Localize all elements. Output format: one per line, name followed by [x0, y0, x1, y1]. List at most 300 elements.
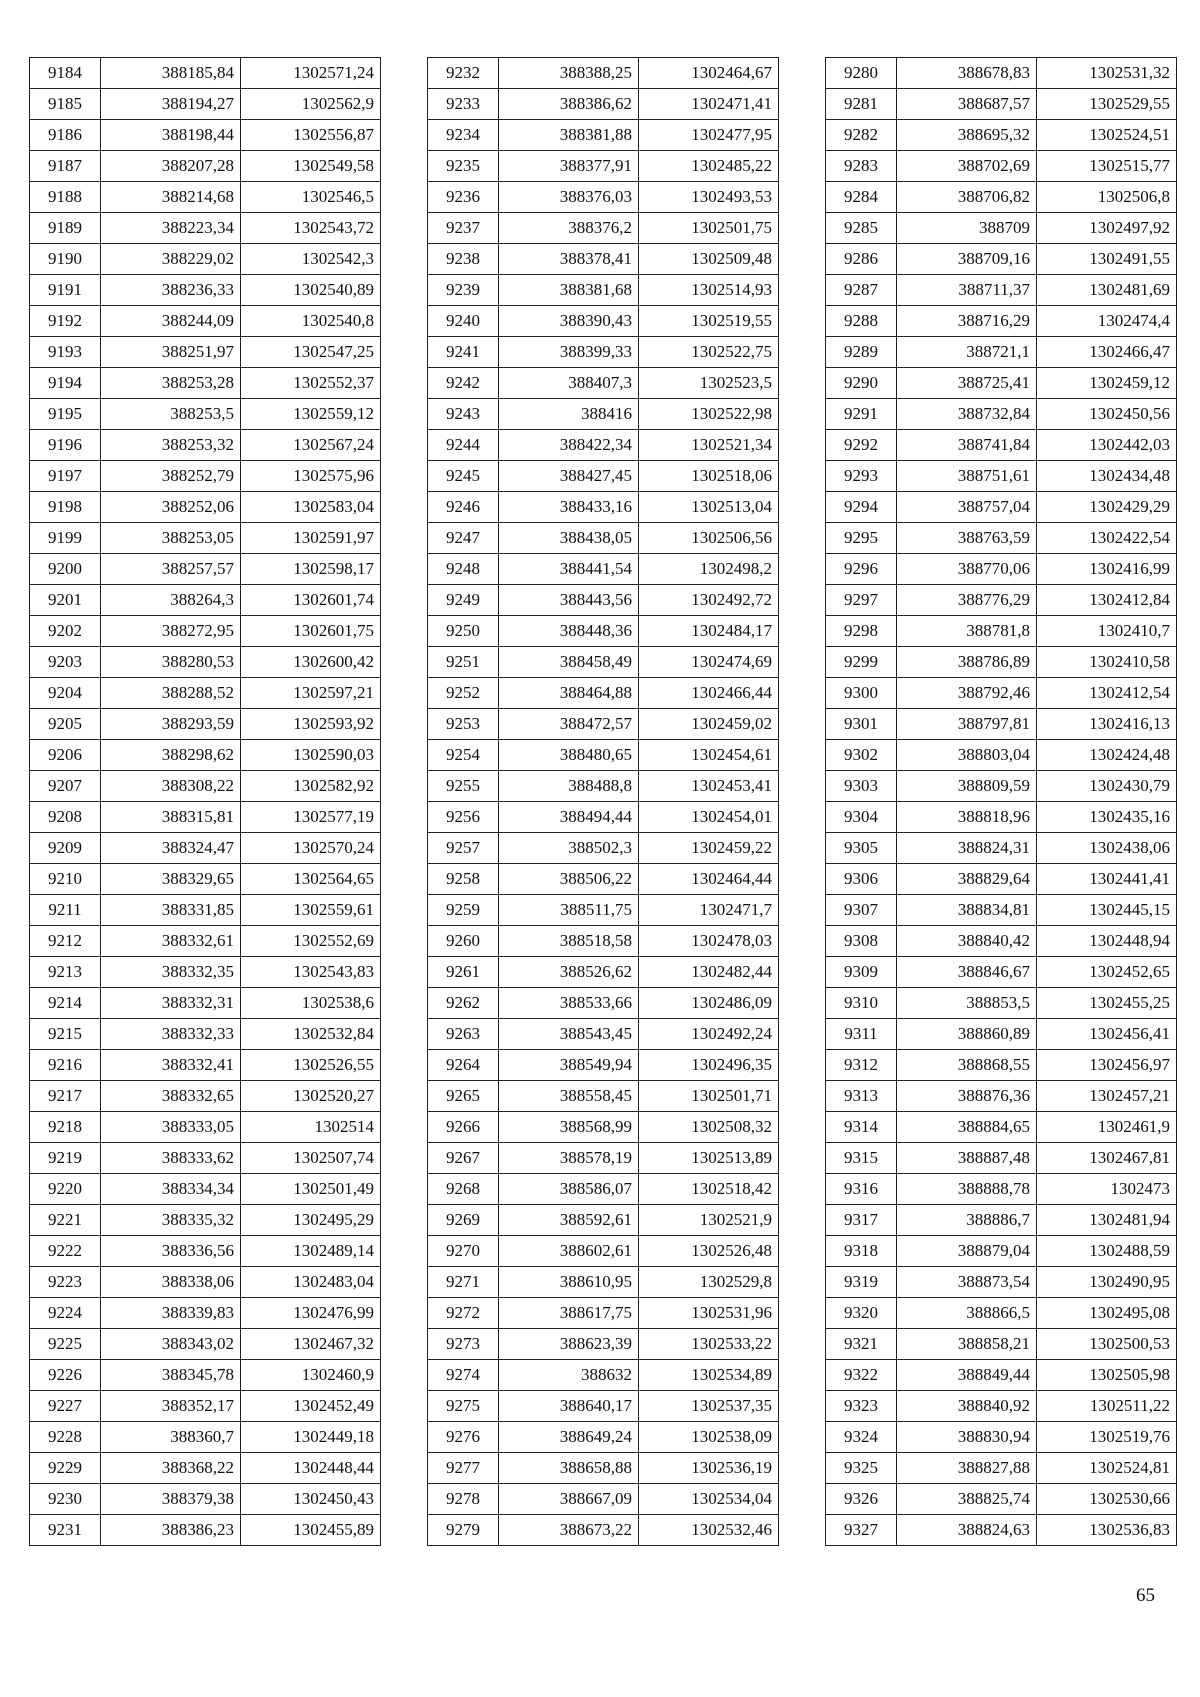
- y-coordinate-cell: 1302552,69: [241, 926, 381, 957]
- x-coordinate-cell: 388797,81: [897, 709, 1037, 740]
- x-coordinate-cell: 388253,5: [101, 399, 241, 430]
- y-coordinate-cell: 1302538,6: [241, 988, 381, 1019]
- x-coordinate-cell: 388840,42: [897, 926, 1037, 957]
- x-coordinate-cell: 388345,78: [101, 1360, 241, 1391]
- table-row: [30, 337, 381, 368]
- point-number-cell: 9195: [30, 399, 101, 430]
- x-coordinate-cell: 388602,61: [499, 1236, 639, 1267]
- point-number-cell: 9277: [428, 1453, 499, 1484]
- x-coordinate-cell: 388331,85: [101, 895, 241, 926]
- y-coordinate-cell: 1302460,9: [241, 1360, 381, 1391]
- table-row: [826, 647, 1177, 678]
- point-number-cell: 9316: [826, 1174, 897, 1205]
- table-row: [428, 89, 779, 120]
- table-row: [826, 864, 1177, 895]
- x-coordinate-cell: 388339,83: [101, 1298, 241, 1329]
- x-coordinate-cell: 388308,22: [101, 771, 241, 802]
- x-coordinate-cell: 388333,05: [101, 1112, 241, 1143]
- x-coordinate-cell: 388649,24: [499, 1422, 639, 1453]
- table-row: [428, 647, 779, 678]
- x-coordinate-cell: 388236,33: [101, 275, 241, 306]
- point-number-cell: 9264: [428, 1050, 499, 1081]
- y-coordinate-cell: 1302422,54: [1037, 523, 1177, 554]
- x-coordinate-cell: 388293,59: [101, 709, 241, 740]
- y-coordinate-cell: 1302476,99: [241, 1298, 381, 1329]
- table-row: [826, 1112, 1177, 1143]
- table-row: [428, 1422, 779, 1453]
- point-number-cell: 9231: [30, 1515, 101, 1546]
- x-coordinate-cell: 388623,39: [499, 1329, 639, 1360]
- point-number-cell: 9306: [826, 864, 897, 895]
- x-coordinate-cell: 388407,3: [499, 368, 639, 399]
- table-row: [428, 492, 779, 523]
- table-row: [428, 1484, 779, 1515]
- y-coordinate-cell: 1302416,99: [1037, 554, 1177, 585]
- point-number-cell: 9254: [428, 740, 499, 771]
- table-row: [30, 585, 381, 616]
- x-coordinate-cell: 388458,49: [499, 647, 639, 678]
- point-number-cell: 9326: [826, 1484, 897, 1515]
- point-number-cell: 9293: [826, 461, 897, 492]
- point-number-cell: 9246: [428, 492, 499, 523]
- y-coordinate-cell: 1302542,3: [241, 244, 381, 275]
- point-number-cell: 9324: [826, 1422, 897, 1453]
- y-coordinate-cell: 1302489,14: [241, 1236, 381, 1267]
- table-row: [826, 585, 1177, 616]
- x-coordinate-cell: 388706,82: [897, 182, 1037, 213]
- point-number-cell: 9224: [30, 1298, 101, 1329]
- point-number-cell: 9241: [428, 337, 499, 368]
- point-number-cell: 9201: [30, 585, 101, 616]
- y-coordinate-cell: 1302591,97: [241, 523, 381, 554]
- table-row: [826, 1050, 1177, 1081]
- table-row: [826, 1453, 1177, 1484]
- table-row: [30, 740, 381, 771]
- coordinate-table-2: [427, 57, 779, 1546]
- x-coordinate-cell: 388884,65: [897, 1112, 1037, 1143]
- table-row: [30, 1236, 381, 1267]
- y-coordinate-cell: 1302543,72: [241, 213, 381, 244]
- x-coordinate-cell: 388809,59: [897, 771, 1037, 802]
- point-number-cell: 9267: [428, 1143, 499, 1174]
- x-coordinate-cell: 388830,94: [897, 1422, 1037, 1453]
- point-number-cell: 9187: [30, 151, 101, 182]
- y-coordinate-cell: 1302531,96: [639, 1298, 779, 1329]
- point-number-cell: 9214: [30, 988, 101, 1019]
- table-row: [826, 740, 1177, 771]
- point-number-cell: 9223: [30, 1267, 101, 1298]
- x-coordinate-cell: 388427,45: [499, 461, 639, 492]
- y-coordinate-cell: 1302520,27: [241, 1081, 381, 1112]
- point-number-cell: 9233: [428, 89, 499, 120]
- y-coordinate-cell: 1302513,04: [639, 492, 779, 523]
- x-coordinate-cell: 388448,36: [499, 616, 639, 647]
- y-coordinate-cell: 1302511,22: [1037, 1391, 1177, 1422]
- table-row: [428, 678, 779, 709]
- y-coordinate-cell: 1302450,43: [241, 1484, 381, 1515]
- y-coordinate-cell: 1302456,97: [1037, 1050, 1177, 1081]
- x-coordinate-cell: 388543,45: [499, 1019, 639, 1050]
- x-coordinate-cell: 388879,04: [897, 1236, 1037, 1267]
- table-row: [428, 988, 779, 1019]
- x-coordinate-cell: 388658,88: [499, 1453, 639, 1484]
- y-coordinate-cell: 1302597,21: [241, 678, 381, 709]
- table-row: [30, 1112, 381, 1143]
- point-number-cell: 9291: [826, 399, 897, 430]
- x-coordinate-cell: 388827,88: [897, 1453, 1037, 1484]
- point-number-cell: 9268: [428, 1174, 499, 1205]
- table-row: [826, 771, 1177, 802]
- table-row: [428, 182, 779, 213]
- x-coordinate-cell: 388709: [897, 213, 1037, 244]
- x-coordinate-cell: 388887,48: [897, 1143, 1037, 1174]
- table-row: [826, 461, 1177, 492]
- y-coordinate-cell: 1302601,75: [241, 616, 381, 647]
- y-coordinate-cell: 1302530,66: [1037, 1484, 1177, 1515]
- x-coordinate-cell: 388253,28: [101, 368, 241, 399]
- table-row: [428, 120, 779, 151]
- table-row: [826, 1298, 1177, 1329]
- y-coordinate-cell: 1302410,58: [1037, 647, 1177, 678]
- y-coordinate-cell: 1302450,56: [1037, 399, 1177, 430]
- table-row: [826, 802, 1177, 833]
- y-coordinate-cell: 1302515,77: [1037, 151, 1177, 182]
- x-coordinate-cell: 388716,29: [897, 306, 1037, 337]
- x-coordinate-cell: 388386,62: [499, 89, 639, 120]
- y-coordinate-cell: 1302430,79: [1037, 771, 1177, 802]
- point-number-cell: 9286: [826, 244, 897, 275]
- table-row: [428, 58, 779, 89]
- y-coordinate-cell: 1302583,04: [241, 492, 381, 523]
- x-coordinate-cell: 388272,95: [101, 616, 241, 647]
- x-coordinate-cell: 388332,35: [101, 957, 241, 988]
- y-coordinate-cell: 1302453,41: [639, 771, 779, 802]
- point-number-cell: 9311: [826, 1019, 897, 1050]
- point-number-cell: 9322: [826, 1360, 897, 1391]
- x-coordinate-cell: 388376,2: [499, 213, 639, 244]
- x-coordinate-cell: 388494,44: [499, 802, 639, 833]
- point-number-cell: 9313: [826, 1081, 897, 1112]
- table-row: [428, 1143, 779, 1174]
- point-number-cell: 9236: [428, 182, 499, 213]
- table-row: [428, 864, 779, 895]
- y-coordinate-cell: 1302529,8: [639, 1267, 779, 1298]
- y-coordinate-cell: 1302537,35: [639, 1391, 779, 1422]
- x-coordinate-cell: 388315,81: [101, 802, 241, 833]
- y-coordinate-cell: 1302424,48: [1037, 740, 1177, 771]
- table-row: [826, 399, 1177, 430]
- table-row: [30, 647, 381, 678]
- point-number-cell: 9237: [428, 213, 499, 244]
- y-coordinate-cell: 1302441,41: [1037, 864, 1177, 895]
- point-number-cell: 9282: [826, 120, 897, 151]
- y-coordinate-cell: 1302532,84: [241, 1019, 381, 1050]
- point-number-cell: 9283: [826, 151, 897, 182]
- table-row: [428, 1019, 779, 1050]
- y-coordinate-cell: 1302522,98: [639, 399, 779, 430]
- x-coordinate-cell: 388368,22: [101, 1453, 241, 1484]
- x-coordinate-cell: 388253,32: [101, 430, 241, 461]
- point-number-cell: 9273: [428, 1329, 499, 1360]
- x-coordinate-cell: 388198,44: [101, 120, 241, 151]
- y-coordinate-cell: 1302484,17: [639, 616, 779, 647]
- table-row: [826, 151, 1177, 182]
- point-number-cell: 9304: [826, 802, 897, 833]
- point-number-cell: 9284: [826, 182, 897, 213]
- x-coordinate-cell: 388868,55: [897, 1050, 1037, 1081]
- y-coordinate-cell: 1302570,24: [241, 833, 381, 864]
- y-coordinate-cell: 1302524,51: [1037, 120, 1177, 151]
- point-number-cell: 9300: [826, 678, 897, 709]
- point-number-cell: 9281: [826, 89, 897, 120]
- x-coordinate-cell: 388334,34: [101, 1174, 241, 1205]
- x-coordinate-cell: 388549,94: [499, 1050, 639, 1081]
- x-coordinate-cell: 388578,19: [499, 1143, 639, 1174]
- y-coordinate-cell: 1302521,9: [639, 1205, 779, 1236]
- table-row: [428, 1081, 779, 1112]
- table-row: [30, 1205, 381, 1236]
- table-row: [826, 120, 1177, 151]
- x-coordinate-cell: 388888,78: [897, 1174, 1037, 1205]
- table-row: [30, 306, 381, 337]
- y-coordinate-cell: 1302416,13: [1037, 709, 1177, 740]
- y-coordinate-cell: 1302481,69: [1037, 275, 1177, 306]
- y-coordinate-cell: 1302464,67: [639, 58, 779, 89]
- x-coordinate-cell: 388416: [499, 399, 639, 430]
- table-row: [30, 554, 381, 585]
- table-row: [30, 1329, 381, 1360]
- y-coordinate-cell: 1302518,42: [639, 1174, 779, 1205]
- x-coordinate-cell: 388438,05: [499, 523, 639, 554]
- table-row: [826, 1267, 1177, 1298]
- table-row: [30, 492, 381, 523]
- x-coordinate-cell: 388422,34: [499, 430, 639, 461]
- y-coordinate-cell: 1302438,06: [1037, 833, 1177, 864]
- point-number-cell: 9294: [826, 492, 897, 523]
- y-coordinate-cell: 1302519,55: [639, 306, 779, 337]
- x-coordinate-cell: 388244,09: [101, 306, 241, 337]
- point-number-cell: 9298: [826, 616, 897, 647]
- x-coordinate-cell: 388840,92: [897, 1391, 1037, 1422]
- table-row: [30, 678, 381, 709]
- point-number-cell: 9289: [826, 337, 897, 368]
- y-coordinate-cell: 1302466,44: [639, 678, 779, 709]
- point-number-cell: 9226: [30, 1360, 101, 1391]
- y-coordinate-cell: 1302501,75: [639, 213, 779, 244]
- y-coordinate-cell: 1302455,25: [1037, 988, 1177, 1019]
- y-coordinate-cell: 1302552,37: [241, 368, 381, 399]
- point-number-cell: 9212: [30, 926, 101, 957]
- x-coordinate-cell: 388376,03: [499, 182, 639, 213]
- point-number-cell: 9280: [826, 58, 897, 89]
- y-coordinate-cell: 1302575,96: [241, 461, 381, 492]
- point-number-cell: 9261: [428, 957, 499, 988]
- point-number-cell: 9270: [428, 1236, 499, 1267]
- table-row: [826, 523, 1177, 554]
- table-row: [30, 895, 381, 926]
- x-coordinate-cell: 388332,33: [101, 1019, 241, 1050]
- x-coordinate-cell: 388632: [499, 1360, 639, 1391]
- table-row: [826, 895, 1177, 926]
- x-coordinate-cell: 388378,41: [499, 244, 639, 275]
- y-coordinate-cell: 1302473: [1037, 1174, 1177, 1205]
- table-row: [30, 1050, 381, 1081]
- y-coordinate-cell: 1302483,04: [241, 1267, 381, 1298]
- table-row: [428, 554, 779, 585]
- x-coordinate-cell: 388288,52: [101, 678, 241, 709]
- y-coordinate-cell: 1302536,19: [639, 1453, 779, 1484]
- y-coordinate-cell: 1302495,29: [241, 1205, 381, 1236]
- table-row: [428, 151, 779, 182]
- x-coordinate-cell: 388488,8: [499, 771, 639, 802]
- table-row: [826, 1515, 1177, 1546]
- point-number-cell: 9188: [30, 182, 101, 213]
- table-row: [428, 957, 779, 988]
- point-number-cell: 9207: [30, 771, 101, 802]
- point-number-cell: 9266: [428, 1112, 499, 1143]
- y-coordinate-cell: 1302601,74: [241, 585, 381, 616]
- y-coordinate-cell: 1302457,21: [1037, 1081, 1177, 1112]
- point-number-cell: 9235: [428, 151, 499, 182]
- y-coordinate-cell: 1302429,29: [1037, 492, 1177, 523]
- point-number-cell: 9250: [428, 616, 499, 647]
- point-number-cell: 9193: [30, 337, 101, 368]
- table-row: [428, 337, 779, 368]
- point-number-cell: 9251: [428, 647, 499, 678]
- y-coordinate-cell: 1302477,95: [639, 120, 779, 151]
- x-coordinate-cell: 388253,05: [101, 523, 241, 554]
- table-row: [30, 1267, 381, 1298]
- table-row: [826, 1019, 1177, 1050]
- x-coordinate-cell: 388511,75: [499, 895, 639, 926]
- table-row: [30, 802, 381, 833]
- y-coordinate-cell: 1302492,72: [639, 585, 779, 616]
- coordinate-table-1: [29, 57, 381, 1546]
- y-coordinate-cell: 1302482,44: [639, 957, 779, 988]
- point-number-cell: 9209: [30, 833, 101, 864]
- y-coordinate-cell: 1302452,49: [241, 1391, 381, 1422]
- y-coordinate-cell: 1302486,09: [639, 988, 779, 1019]
- y-coordinate-cell: 1302474,4: [1037, 306, 1177, 337]
- y-coordinate-cell: 1302496,35: [639, 1050, 779, 1081]
- x-coordinate-cell: 388860,89: [897, 1019, 1037, 1050]
- point-number-cell: 9185: [30, 89, 101, 120]
- y-coordinate-cell: 1302532,46: [639, 1515, 779, 1546]
- point-number-cell: 9255: [428, 771, 499, 802]
- point-number-cell: 9327: [826, 1515, 897, 1546]
- table-row: [428, 740, 779, 771]
- y-coordinate-cell: 1302509,48: [639, 244, 779, 275]
- x-coordinate-cell: 388617,75: [499, 1298, 639, 1329]
- x-coordinate-cell: 388332,61: [101, 926, 241, 957]
- x-coordinate-cell: 388825,74: [897, 1484, 1037, 1515]
- x-coordinate-cell: 388502,3: [499, 833, 639, 864]
- y-coordinate-cell: 1302448,94: [1037, 926, 1177, 957]
- y-coordinate-cell: 1302506,8: [1037, 182, 1177, 213]
- point-number-cell: 9303: [826, 771, 897, 802]
- table-row: [826, 957, 1177, 988]
- y-coordinate-cell: 1302522,75: [639, 337, 779, 368]
- point-number-cell: 9295: [826, 523, 897, 554]
- y-coordinate-cell: 1302495,08: [1037, 1298, 1177, 1329]
- table-row: [826, 1329, 1177, 1360]
- y-coordinate-cell: 1302540,89: [241, 275, 381, 306]
- table-row: [30, 58, 381, 89]
- y-coordinate-cell: 1302454,61: [639, 740, 779, 771]
- y-coordinate-cell: 1302485,22: [639, 151, 779, 182]
- point-number-cell: 9279: [428, 1515, 499, 1546]
- table-row: [30, 1453, 381, 1484]
- x-coordinate-cell: 388558,45: [499, 1081, 639, 1112]
- x-coordinate-cell: 388741,84: [897, 430, 1037, 461]
- y-coordinate-cell: 1302467,81: [1037, 1143, 1177, 1174]
- table-row: [30, 89, 381, 120]
- point-number-cell: 9202: [30, 616, 101, 647]
- y-coordinate-cell: 1302571,24: [241, 58, 381, 89]
- y-coordinate-cell: 1302513,89: [639, 1143, 779, 1174]
- table-row: [30, 771, 381, 802]
- table-row: [826, 1236, 1177, 1267]
- table-row: [428, 802, 779, 833]
- x-coordinate-cell: 388329,65: [101, 864, 241, 895]
- y-coordinate-cell: 1302455,89: [241, 1515, 381, 1546]
- table-row: [826, 368, 1177, 399]
- point-number-cell: 9222: [30, 1236, 101, 1267]
- table-row: [428, 461, 779, 492]
- x-coordinate-cell: 388379,38: [101, 1484, 241, 1515]
- x-coordinate-cell: 388252,06: [101, 492, 241, 523]
- table-row: [826, 306, 1177, 337]
- x-coordinate-cell: 388185,84: [101, 58, 241, 89]
- x-coordinate-cell: 388332,41: [101, 1050, 241, 1081]
- table-row: [826, 1360, 1177, 1391]
- point-number-cell: 9317: [826, 1205, 897, 1236]
- table-row: [826, 554, 1177, 585]
- table-row: [30, 430, 381, 461]
- table-row: [826, 213, 1177, 244]
- point-number-cell: 9216: [30, 1050, 101, 1081]
- y-coordinate-cell: 1302497,92: [1037, 213, 1177, 244]
- x-coordinate-cell: 388280,53: [101, 647, 241, 678]
- point-number-cell: 9319: [826, 1267, 897, 1298]
- y-coordinate-cell: 1302449,18: [241, 1422, 381, 1453]
- x-coordinate-cell: 388399,33: [499, 337, 639, 368]
- table-row: [428, 275, 779, 306]
- y-coordinate-cell: 1302564,65: [241, 864, 381, 895]
- x-coordinate-cell: 388433,16: [499, 492, 639, 523]
- table-row: [826, 1143, 1177, 1174]
- x-coordinate-cell: 388338,06: [101, 1267, 241, 1298]
- table-row: [428, 1050, 779, 1081]
- table-row: [428, 430, 779, 461]
- point-number-cell: 9217: [30, 1081, 101, 1112]
- table-row: [30, 368, 381, 399]
- x-coordinate-cell: 388709,16: [897, 244, 1037, 275]
- table-row: [826, 926, 1177, 957]
- table-row: [826, 244, 1177, 275]
- table-row: [428, 1205, 779, 1236]
- table-row: [428, 1236, 779, 1267]
- x-coordinate-cell: 388876,36: [897, 1081, 1037, 1112]
- x-coordinate-cell: 388443,56: [499, 585, 639, 616]
- x-coordinate-cell: 388298,62: [101, 740, 241, 771]
- point-number-cell: 9296: [826, 554, 897, 585]
- x-coordinate-cell: 388332,31: [101, 988, 241, 1019]
- point-number-cell: 9256: [428, 802, 499, 833]
- table-row: [428, 523, 779, 554]
- point-number-cell: 9228: [30, 1422, 101, 1453]
- y-coordinate-cell: 1302523,5: [639, 368, 779, 399]
